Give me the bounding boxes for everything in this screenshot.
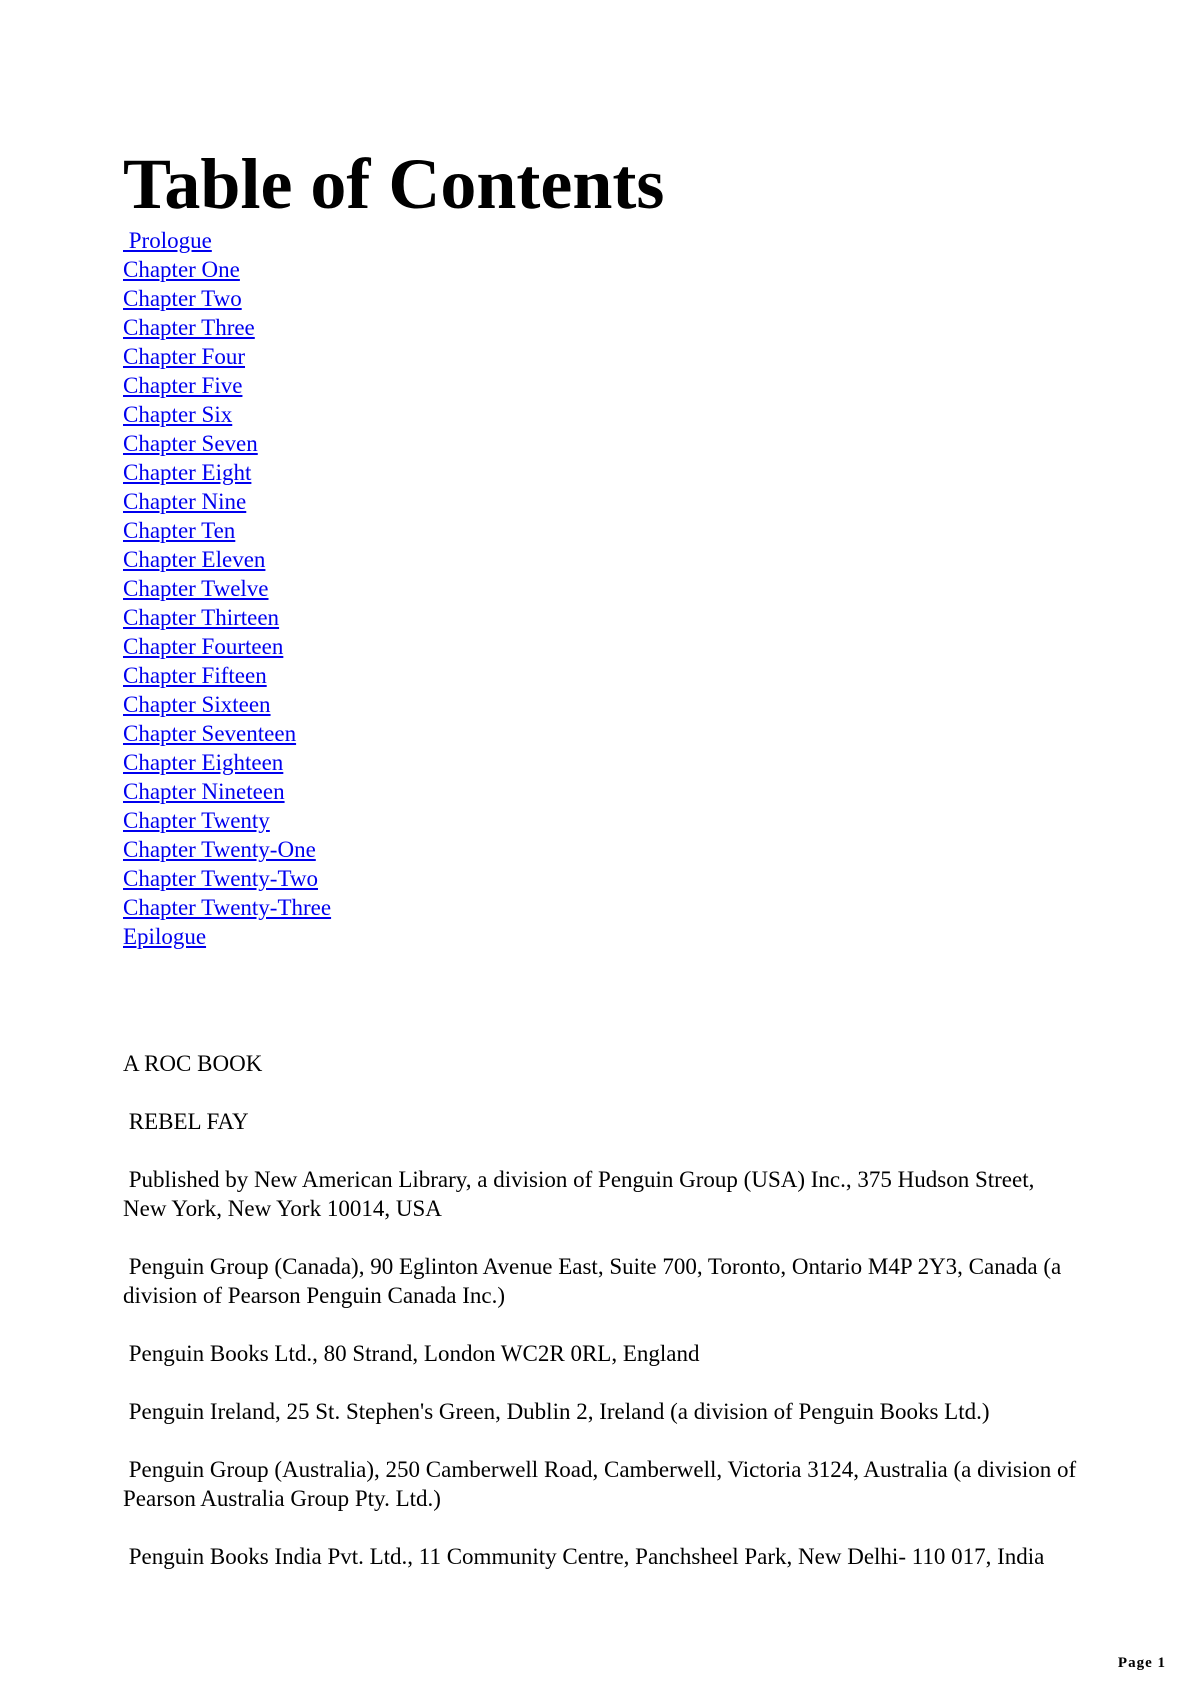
toc-entry bbox=[123, 603, 331, 632]
toc-entry bbox=[123, 893, 331, 922]
toc-link-chapter-twelve[interactable]: Chapter Twelve bbox=[123, 576, 269, 601]
toc-link-chapter-seven[interactable]: Chapter Seven bbox=[123, 431, 258, 456]
imprint-line: A ROC BOOK bbox=[123, 1051, 263, 1076]
toc-link-chapter-nineteen[interactable]: Chapter Nineteen bbox=[123, 779, 285, 804]
toc-link-chapter-eight[interactable]: Chapter Eight bbox=[123, 460, 252, 485]
toc-entry bbox=[123, 313, 331, 342]
toc-entry bbox=[123, 458, 331, 487]
publisher-address-usa: Published by New American Library, a division of Penguin Group (USA) Inc., 375 Hudson Street, New York, New York 10014, USA bbox=[123, 1167, 1041, 1221]
toc-entry bbox=[123, 632, 331, 661]
toc-entry bbox=[123, 922, 331, 951]
toc-link-chapter-nine[interactable]: Chapter Nine bbox=[123, 489, 247, 514]
toc-link-chapter-twenty-two[interactable]: Chapter Twenty-Two bbox=[123, 866, 319, 891]
toc-link-chapter-ten[interactable]: Chapter Ten bbox=[123, 518, 236, 543]
toc-link-chapter-eighteen[interactable]: Chapter Eighteen bbox=[123, 750, 284, 775]
toc-link-chapter-twenty[interactable]: Chapter Twenty bbox=[123, 808, 270, 833]
toc-entry bbox=[123, 806, 331, 835]
publisher-address-canada: Penguin Group (Canada), 90 Eglinton Avenue East, Suite 700, Toronto, Ontario M4P 2Y3, Canada (a division of Pearson Penguin Canada Inc.) bbox=[123, 1254, 1068, 1308]
toc-entry bbox=[123, 748, 331, 777]
toc-entry bbox=[123, 835, 331, 864]
toc-entry bbox=[123, 516, 331, 545]
page-title: Table of Contents bbox=[123, 144, 665, 224]
toc-entry bbox=[123, 487, 331, 516]
page-number: Page 1 bbox=[1117, 1655, 1166, 1671]
toc-link-chapter-seventeen[interactable]: Chapter Seventeen bbox=[123, 721, 297, 746]
toc-link-chapter-twenty-three[interactable]: Chapter Twenty-Three bbox=[123, 895, 332, 920]
toc-link-chapter-two[interactable]: Chapter Two bbox=[123, 286, 242, 311]
toc-entry bbox=[123, 661, 331, 690]
toc-entry bbox=[123, 690, 331, 719]
toc-link-chapter-six[interactable]: Chapter Six bbox=[123, 402, 233, 427]
toc-entry bbox=[123, 371, 331, 400]
publisher-address-england: Penguin Books Ltd., 80 Strand, London WC2R 0RL, England bbox=[123, 1341, 700, 1366]
toc-entry bbox=[123, 255, 331, 284]
toc-entry bbox=[123, 719, 331, 748]
toc-link-chapter-sixteen[interactable]: Chapter Sixteen bbox=[123, 692, 271, 717]
publisher-address-ireland: Penguin Ireland, 25 St. Stephen's Green, Dublin 2, Ireland (a division of Penguin Books Ltd.) bbox=[123, 1399, 990, 1424]
book-title-line: REBEL FAY bbox=[123, 1109, 249, 1134]
toc-entry bbox=[123, 429, 331, 458]
table-of-contents bbox=[123, 226, 331, 951]
toc-link-epilogue[interactable]: Epilogue bbox=[123, 924, 207, 949]
toc-entry bbox=[123, 226, 331, 255]
toc-entry bbox=[123, 342, 331, 371]
toc-link-chapter-fifteen[interactable]: Chapter Fifteen bbox=[123, 663, 267, 688]
toc-link-chapter-eleven[interactable]: Chapter Eleven bbox=[123, 547, 266, 572]
toc-link-chapter-twenty-one[interactable]: Chapter Twenty-One bbox=[123, 837, 316, 862]
toc-link-chapter-five[interactable]: Chapter Five bbox=[123, 373, 243, 398]
toc-entry bbox=[123, 545, 331, 574]
toc-entry bbox=[123, 400, 331, 429]
toc-link-chapter-three[interactable]: Chapter Three bbox=[123, 315, 255, 340]
toc-entry bbox=[123, 574, 331, 603]
toc-link-prologue[interactable]: Prologue bbox=[123, 228, 212, 253]
toc-entry bbox=[123, 777, 331, 806]
toc-link-chapter-fourteen[interactable]: Chapter Fourteen bbox=[123, 634, 284, 659]
toc-entry bbox=[123, 864, 331, 893]
publisher-address-australia: Penguin Group (Australia), 250 Camberwell Road, Camberwell, Victoria 3124, Australia (a division of Pearson Australia Group Pty. Ltd.) bbox=[123, 1457, 1082, 1511]
publisher-address-india: Penguin Books India Pvt. Ltd., 11 Community Centre, Panchsheel Park, New Delhi- 110 017, India bbox=[123, 1544, 1045, 1569]
toc-entry bbox=[123, 284, 331, 313]
toc-link-chapter-thirteen[interactable]: Chapter Thirteen bbox=[123, 605, 280, 630]
toc-link-chapter-one[interactable]: Chapter One bbox=[123, 257, 240, 282]
toc-link-chapter-four[interactable]: Chapter Four bbox=[123, 344, 246, 369]
